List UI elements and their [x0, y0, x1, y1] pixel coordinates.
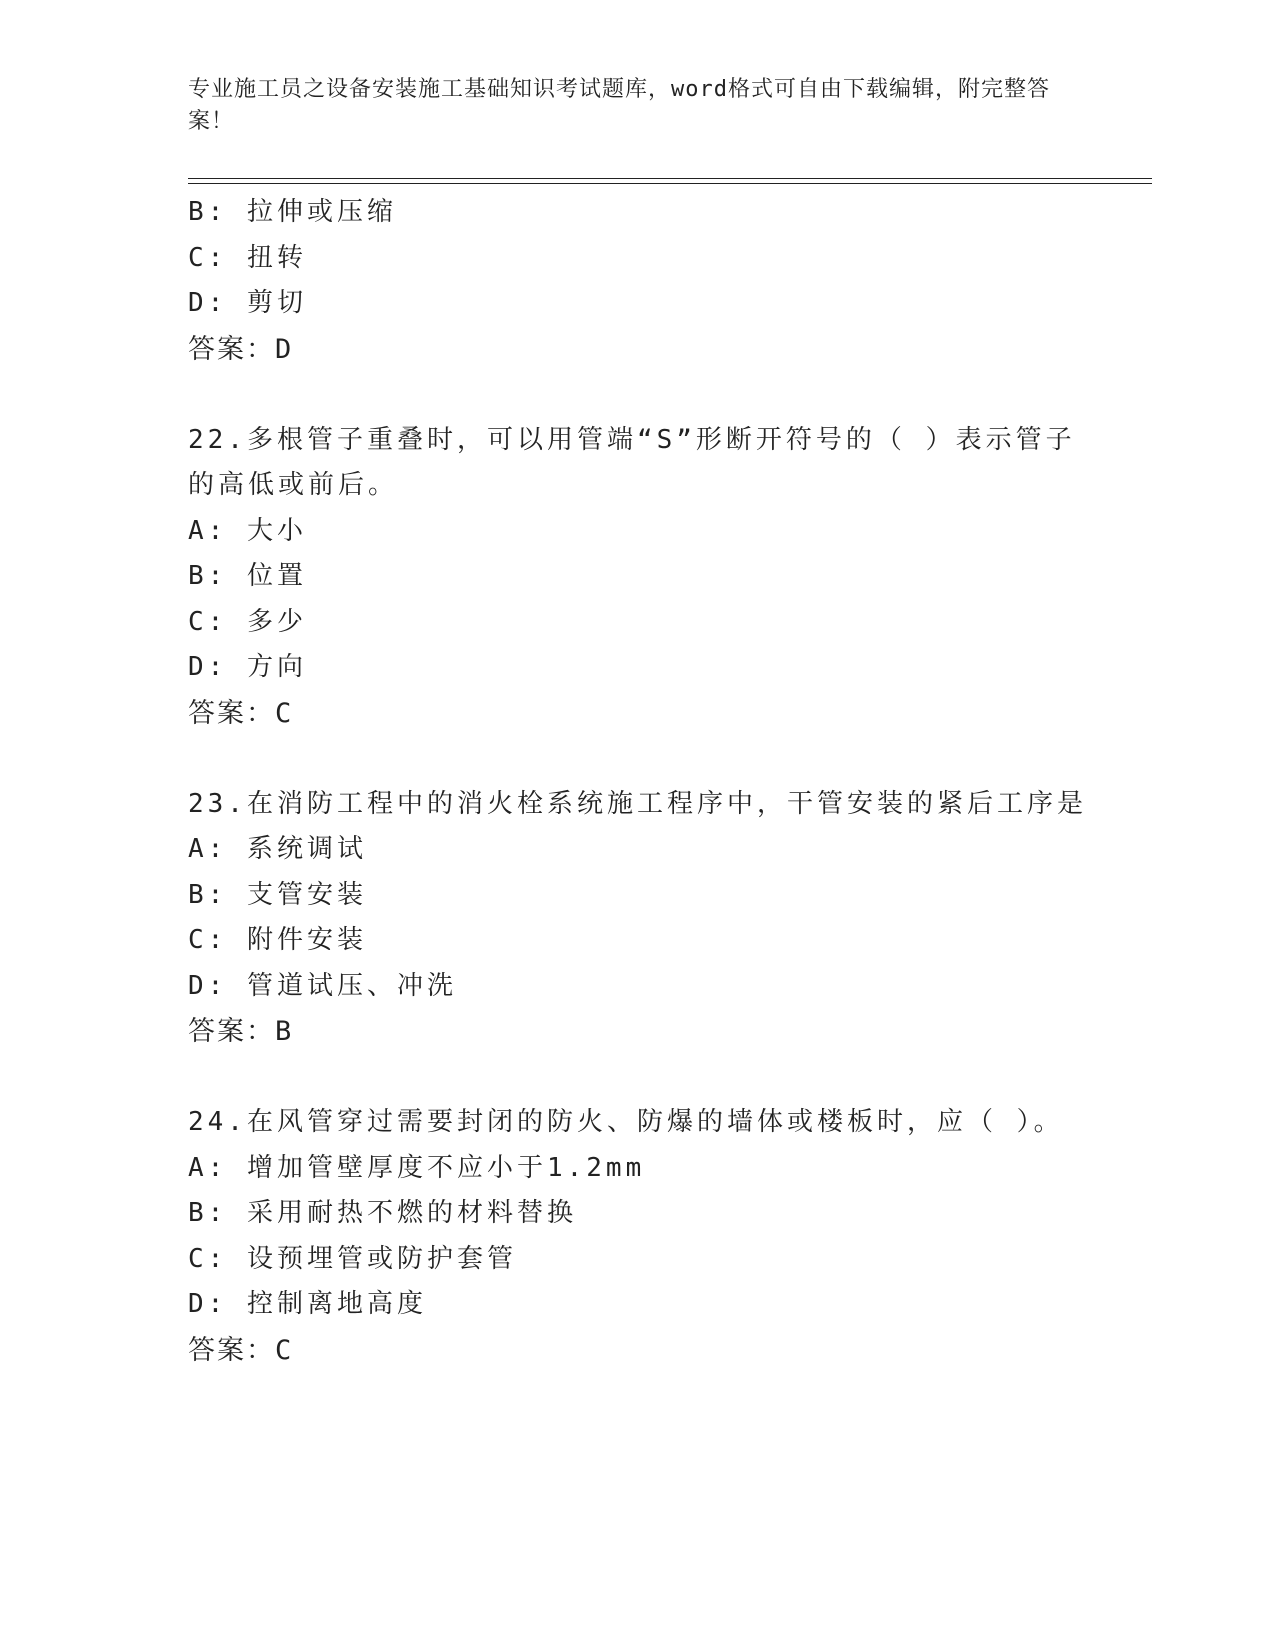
document-header: 专业施工员之设备安装施工基础知识考试题库，word格式可自由下载编辑，附完整答案！ [188, 77, 1050, 134]
option-a: A: 大小 [188, 515, 307, 546]
question-text: 22.多根管子重叠时，可以用管端“S”形断开符号的（ ）表示管子的高低或前后。 [188, 424, 1076, 500]
question-block [188, 782, 1148, 1055]
spacer [188, 372, 1148, 418]
spacer [188, 1055, 1148, 1101]
option-d: D: 管道试压、冲洗 [188, 970, 457, 1001]
option-b: B: 采用耐热不燃的材料替换 [188, 1198, 577, 1228]
option-d: D: 控制离地高度 [188, 1289, 427, 1319]
option-d: D: 剪切 [188, 288, 307, 318]
question-block [188, 1100, 1148, 1373]
question-block [188, 190, 1148, 372]
option-d: D: 方向 [188, 652, 307, 682]
option-c: C: 多少 [188, 606, 307, 637]
header-divider-bottom [188, 183, 1152, 184]
header-divider-top [188, 178, 1152, 179]
option-c: C: 设预埋管或防护套管 [188, 1243, 517, 1274]
question-text: 24.在风管穿过需要封闭的防火、防爆的墙体或楼板时，应（ ）。 [188, 1107, 1064, 1137]
option-c: C: 附件安装 [188, 925, 367, 955]
question-list [188, 190, 1148, 1373]
answer: 答案：D [188, 333, 294, 365]
option-c: C: 扭转 [188, 242, 307, 273]
question-text: 23.在消防工程中的消火栓系统施工程序中，干管安装的紧后工序是 [188, 788, 1087, 819]
option-b: B: 支管安装 [188, 879, 367, 910]
answer: 答案：B [188, 1016, 294, 1047]
answer: 答案：C [188, 1334, 294, 1366]
option-b: B: 位置 [188, 561, 307, 591]
answer: 答案：C [188, 697, 294, 729]
spacer [188, 736, 1148, 782]
option-b: B: 拉伸或压缩 [188, 197, 397, 227]
question-block [188, 418, 1148, 737]
option-a: A: 增加管壁厚度不应小于1.2mm [188, 1152, 646, 1183]
option-a: A: 系统调试 [188, 834, 367, 864]
